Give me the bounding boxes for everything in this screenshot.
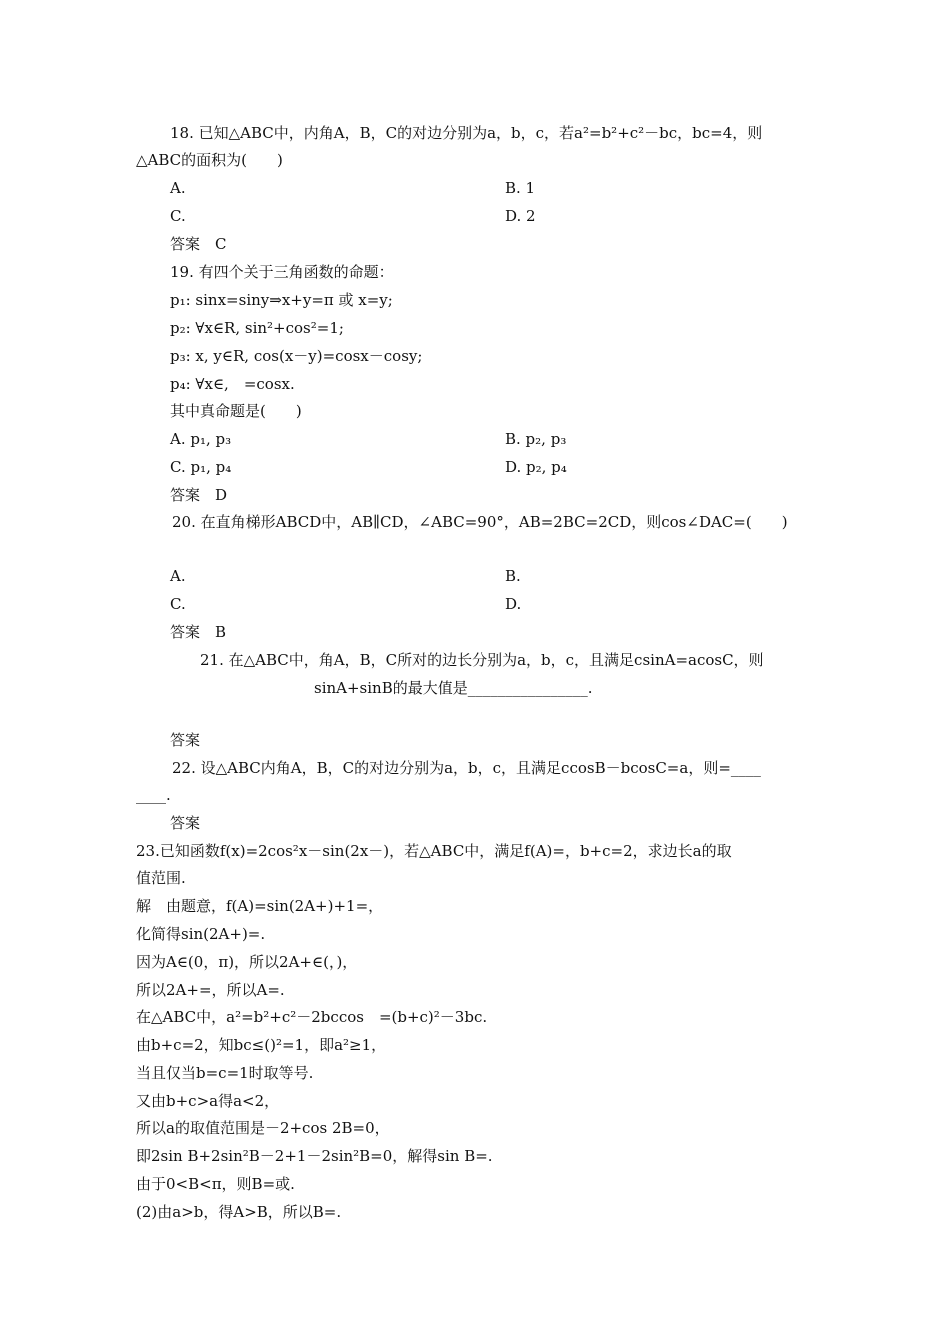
q20-option-c: C. [170,595,186,613]
q23-stem-line1: 23.已知函数f(x)=2cos²x－sin(2x－)，若△ABC中，满足f(A)=，b+c=2，求边长a的取 [136,842,732,860]
q20-option-b: B. [505,567,521,585]
q20-option-a: A. [170,567,186,585]
q23-solution-line-4: 所以2A+=，所以A=. [136,981,285,999]
q22-stem-line1: 22. 设△ABC内角A，B，C的对边分别为a，b，c，且满足ccosB－bcosC=a，则=____ [172,759,761,777]
q19-option-b: B. p₂, p₃ [505,430,567,448]
q23-solution-line-10: 即2sin B+2sin²B－2+1－2sin²B=0，解得sin B=. [136,1147,493,1165]
q18-stem-line2: △ABC的面积为( ) [136,151,283,169]
q23-solution-line-8: 又由b+c>a得a<2， [136,1092,280,1110]
q20-answer: 答案 B [170,623,227,641]
q23-solution-line-11: 由于0<B<π，则B=或. [136,1175,295,1193]
q19-answer: 答案 D [170,486,228,504]
q22-stem-line2: ____. [136,786,171,804]
q19-option-a: A. p₁, p₃ [170,430,232,448]
q18-option-c: C. [170,207,186,225]
q22-answer: 答案 [170,814,201,832]
q20-option-d: D. [505,595,522,613]
q21-stem-line2: sinA+sinB的最大值是________________. [314,679,593,697]
q19-proposition-p3: p₃: x, y∈R, cos(x－y)=cosx－cosy; [170,347,423,365]
q21-stem-line1: 21. 在△ABC中，角A，B，C所对的边长分别为a，b，c，且满足csinA=acosC，则 [200,651,764,669]
q23-solution-line-12: (2)由a>b，得A>B，所以B=. [136,1203,342,1221]
q23-solution-line-1: 解 由题意，f(A)=sin(2A+)+1=， [136,897,384,915]
q19-option-c: C. p₁, p₄ [170,458,232,476]
q23-solution-line-2: 化简得sin(2A+)=. [136,925,266,943]
q23-solution-line-6: 由b+c=2，知bc≤()²=1，即a²≥1， [136,1036,387,1054]
q21-answer: 答案 [170,731,201,749]
q18-option-a: A. [170,179,186,197]
q18-stem-line1: 18. 已知△ABC中，内角A，B，C的对边分别为a，b，c，若a²=b²+c²－bc，bc=4，则 [170,124,763,142]
q20-stem: 20. 在直角梯形ABCD中，AB∥CD，∠ABC=90°，AB=2BC=2CD，则cos∠DAC=( ) [172,513,788,531]
q23-solution-line-7: 当且仅当b=c=1时取等号. [136,1064,314,1082]
q23-stem-line2: 值范围. [136,869,186,887]
q18-option-d: D. 2 [505,207,536,225]
q19-true-propositions: 其中真命题是( ) [170,402,302,420]
q18-answer: 答案 C [170,235,227,253]
q19-stem: 19. 有四个关于三角函数的命题： [170,263,394,281]
q19-option-d: D. p₂, p₄ [505,458,567,476]
q23-solution-line-3: 因为A∈(0，π)，所以2A+∈(，)， [136,953,358,971]
q23-solution-line-5: 在△ABC中，a²=b²+c²－2bccos =(b+c)²－3bc. [136,1008,488,1026]
q19-proposition-p4: p₄: ∀x∈, =cosx. [170,375,295,393]
q19-proposition-p2: p₂: ∀x∈R, sin²+cos²=1; [170,319,344,337]
q19-proposition-p1: p₁: sinx=siny⇒x+y=π 或 x=y; [170,291,393,309]
q18-option-b: B. 1 [505,179,536,197]
q23-solution-line-9: 所以a的取值范围是－2+cos 2B=0， [136,1119,390,1137]
